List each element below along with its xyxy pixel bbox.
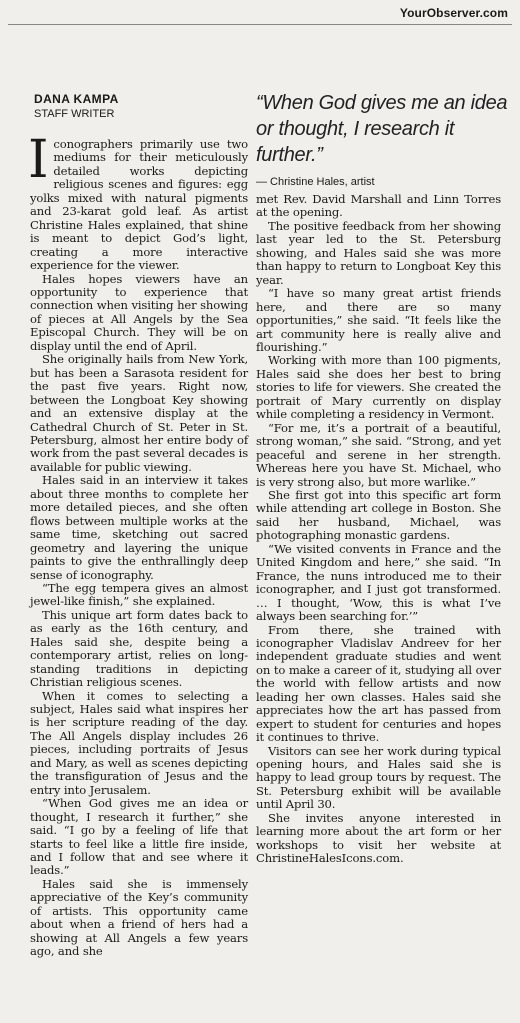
article-column-2 — [256, 193, 501, 866]
article-paragraph: “For me, it’s a portrait of a beautiful, strong woman,” she said. “Strong, and yet peaceful and serene in her strength. Whereas here you have St. Michael, who is very strong also, but more warlike.” — [256, 420, 501, 489]
article-paragraph: Hales said in an interview it takes about three months to complete her more detailed pieces, and she often flows between multiple works at the same time, sketching out sacred geometry and layering the unique paints to give the enthrallingly deep sense of iconography. — [30, 473, 248, 582]
article-paragraph: Iconographers primarily use two mediums for their meticulously detailed works depicting religious scenes and figures: egg yolks mixed with natural pigments and 23-karat gold leaf. As artist Christine Hales explained, that shine is meant to depict God’s light, creating a more interactive experience for the viewer. — [28, 130, 248, 273]
article-paragraph: From there, she trained with iconographer Vladislav Andreev for her independent graduate studies and went on to make a career of it, studying all over the world with fellow artists and now leading her own classes. Hales said she appreciates how the art has passed from expert to student for centuries and hopes it continues to thrive. — [256, 622, 501, 745]
article-column-1 — [28, 130, 248, 959]
article-paragraph: The positive feedback from her showing last year led to the St. Petersburg showing, and Hales said she was more than happy to return to Longboat Key this year. — [256, 218, 501, 287]
pull-quote-attribution: — Christine Hales, artist — [256, 176, 375, 188]
article-paragraph: Visitors can see her work during typical opening hours, and Hales said she is happy to lead group tours by request. The St. Petersburg exhibit will be available until April 30. — [256, 743, 501, 812]
drop-cap: I — [28, 130, 49, 190]
article-paragraph: This unique art form dates back to as early as the 16th century, and Hales said she, despite being a contemporary artist, relies on long-standing traditions in depicting Christian religious scenes. — [30, 607, 248, 690]
article-paragraph: Hales said she is immensely appreciative of the Key’s community of artists. This opportunity came about when a friend of hers had a showing at All Angels a few years ago, and she — [30, 876, 248, 959]
article-paragraph: She first got into this specific art form while attending art college in Boston. She said her husband, Michael, was photographing monastic gardens. — [256, 487, 501, 543]
article-paragraph: “When God gives me an idea or thought, I research it further,” she said. “I go by a feeling of life that starts to feel like a little fire inside, and I follow that and see where it leads.” — [30, 796, 248, 878]
pull-quote — [256, 90, 511, 188]
article-paragraph: She invites anyone interested in learning more about the art form or her workshops to visit her website at ChristineHalesIcons.com. — [256, 810, 501, 866]
pull-quote-text: “When God gives me an idea or thought, I research it further.” — [256, 92, 508, 166]
article-paragraph: Working with more than 100 pigments, Hales said she does her best to bring stories to life for viewers. She created the portrait of Mary currently on display while completing a residency in Vermont. — [256, 353, 501, 422]
article-paragraph: met Rev. David Marshall and Linn Torres at the opening. — [256, 192, 501, 220]
article-paragraph: “We visited convents in France and the United Kingdom and here,” she said. “In France, the nuns introduced me to their iconographer, and I just got transformed. … I thought, ‘Wow, this is what I’ve always been searching for.’” — [256, 541, 501, 624]
header-rule — [8, 24, 512, 25]
article-paragraph: When it comes to selecting a subject, Hales said what inspires her is her scripture reading of the day. The All Angels display includes 26 pieces, including portraits of Jesus and Mary, as well as scenes depicting the transfiguration of Jesus and the entry into Jerusalem. — [30, 688, 248, 797]
byline — [34, 92, 119, 120]
article-paragraph: Hales hopes viewers have an opportunity to experience that connection when visiting her showing of pieces at All Angels by the Sea Episcopal Church. They will be on display until the end of April. — [30, 271, 248, 353]
article-paragraph: She originally hails from New York, but has been a Sarasota resident for the past five years. Right now, between the Longboat Key showing and an extensive display at the Cathedral Church of St. Peter in St. Petersburg, almost her entire body of work from the past several decades is available for public viewing. — [30, 352, 248, 474]
author-role: STAFF WRITER — [34, 108, 115, 120]
author-name: DANA KAMPA — [34, 92, 119, 106]
article-paragraph: “I have so many great artist friends here, and there are so many opportunities,” she said. “It feels like the art community here is really alive and flourishing.” — [256, 286, 501, 354]
article-paragraph: “The egg tempera gives an almost jewel-like finish,” she explained. — [30, 580, 248, 609]
site-name: YourObserver.com — [399, 6, 508, 20]
